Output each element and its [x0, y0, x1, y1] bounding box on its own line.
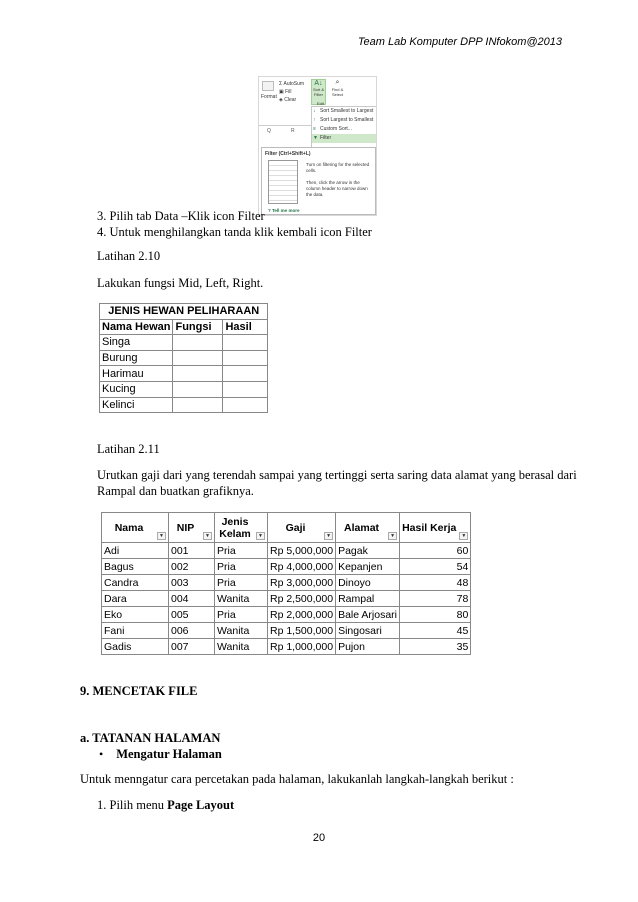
autosum-label: Σ AutoSum: [279, 81, 305, 87]
menu-item-filter: ▼ Filter: [312, 134, 376, 143]
table-row: Kucing: [100, 381, 268, 397]
section-9-heading: 9. MENCETAK FILE: [80, 684, 198, 698]
find-select-button: ⌕ Find & Select: [329, 79, 346, 105]
edit-group-label: Edit: [317, 101, 324, 106]
fill-label: ▣ Fill: [279, 89, 292, 95]
format-icon: [262, 81, 274, 91]
tooltip-more-link: ? Tell me more: [268, 208, 300, 213]
page-header: Team Lab Komputer DPP INfokom@2013: [357, 36, 562, 48]
sort-asc-icon: ↓: [313, 108, 316, 114]
column-headers: [259, 125, 311, 139]
filter-dropdown-icon: ▼: [324, 532, 333, 540]
table-title: JENIS HEWAN PELIHARAAN: [100, 304, 268, 320]
sort-desc-icon: ↑: [313, 117, 316, 123]
header-nama: Nama ▼: [102, 513, 169, 543]
page-layout-label: Page Layout: [167, 798, 235, 812]
section-a-heading: a. TATANAN HALAMAN: [80, 731, 221, 745]
menu-item-sort-desc: ↑ Sort Largest to Smallest: [313, 117, 374, 123]
header-gaji: Gaji ▼: [268, 513, 336, 543]
tooltip-text-1: Turn on filtering for the selected cells.: [306, 162, 370, 173]
custom-sort-icon: ≡: [313, 126, 316, 132]
format-label: Format: [261, 94, 277, 100]
table-row: Kelinci: [100, 397, 268, 413]
help-icon: ?: [268, 208, 271, 213]
sort-filter-menu: [311, 106, 377, 150]
latihan-2-10-desc: Lakukan fungsi Mid, Left, Right.: [97, 276, 264, 290]
filter-dropdown-icon: ▼: [157, 532, 166, 540]
clear-label: ◈ Clear: [279, 97, 297, 103]
sort-filter-button: A↓ Sort & Filter: [311, 79, 326, 105]
table-row: Adi 001 Pria Rp 5,000,000 Pagak 60: [102, 543, 471, 559]
header-hasil-kerja: Hasil Kerja ▼: [400, 513, 471, 543]
latihan-2-11-title: Latihan 2.11: [97, 442, 160, 456]
column-r: R: [291, 128, 295, 134]
latihan-2-10-title: Latihan 2.10: [97, 249, 161, 263]
header-jenis-kelamin: Jenis Kelam ▼: [215, 513, 268, 543]
tooltip-title: Filter (Ctrl+Shift+L): [265, 151, 311, 157]
fill-icon: ▣: [279, 89, 284, 95]
step-1: 1. Pilih menu Page Layout: [97, 798, 235, 812]
filter-dropdown-icon: ▼: [459, 532, 468, 540]
table-row: Eko 005 Pria Rp 2,000,000 Bale Arjosari 80: [102, 607, 471, 623]
menu-item-sort-asc: ↓ Sort Smallest to Largest: [313, 108, 374, 114]
table-gaji: [101, 512, 471, 655]
filter-dropdown-icon: ▼: [256, 532, 265, 540]
page-number: 20: [312, 832, 326, 844]
header-nama-hewan: Nama Hewan: [100, 319, 173, 335]
table-row: Fani 006 Wanita Rp 1,500,000 Singosari 45: [102, 623, 471, 639]
bullet-dot-icon: •: [99, 747, 104, 761]
header-fungsi: Fungsi: [173, 319, 223, 335]
menu-item-custom-sort: ≡ Custom Sort...: [313, 126, 352, 132]
intro-paragraph: Untuk menngatur cara percetakan pada halaman, lakukanlah langkah-langkah berikut :: [80, 772, 514, 786]
header-nip: NIP ▼: [169, 513, 215, 543]
filter-dropdown-icon: ▼: [388, 532, 397, 540]
step-3: 3. Pilih tab Data –Klik icon Filter: [97, 209, 265, 223]
step-4: 4. Untuk menghilangkan tanda klik kembali icon Filter: [97, 225, 372, 239]
table-row: Candra 003 Pria Rp 3,000,000 Dinoyo 48: [102, 575, 471, 591]
latihan-2-11-desc-1: Urutkan gaji dari yang terendah sampai yang tertinggi serta saring data alamat yang berasal dari: [97, 468, 577, 482]
filter-tooltip: [261, 147, 376, 215]
table-row: Harimau: [100, 366, 268, 382]
sigma-icon: Σ: [279, 81, 283, 87]
latihan-2-11-desc-2: Rampal dan buatkan grafiknya.: [97, 484, 254, 498]
table-row: Singa: [100, 335, 268, 351]
table-row: Bagus 002 Pria Rp 4,000,000 Kepanjen 54: [102, 559, 471, 575]
header-hasil: Hasil: [223, 319, 268, 335]
column-q: Q: [267, 128, 271, 134]
bullet-text: Mengatur Halaman: [116, 747, 222, 761]
filter-dropdown-icon: ▼: [203, 532, 212, 540]
table-jenis-hewan: [99, 303, 268, 413]
sort-az-icon: A↓: [314, 80, 323, 87]
tooltip-thumbnail: [268, 160, 298, 204]
table-row: Dara 004 Wanita Rp 2,500,000 Rampal 78: [102, 591, 471, 607]
binoculars-icon: ⌕: [335, 79, 340, 86]
excel-ribbon-screenshot: [258, 76, 377, 216]
table-row: Burung: [100, 350, 268, 366]
filter-icon: ▼: [313, 135, 318, 141]
bullet-item: [99, 747, 222, 762]
eraser-icon: ◈: [279, 97, 283, 103]
table-row: Gadis 007 Wanita Rp 1,000,000 Pujon 35: [102, 639, 471, 655]
header-alamat: Alamat ▼: [336, 513, 400, 543]
tooltip-text-2: Then, click the arrow in the column header to narrow down the data.: [306, 180, 368, 197]
